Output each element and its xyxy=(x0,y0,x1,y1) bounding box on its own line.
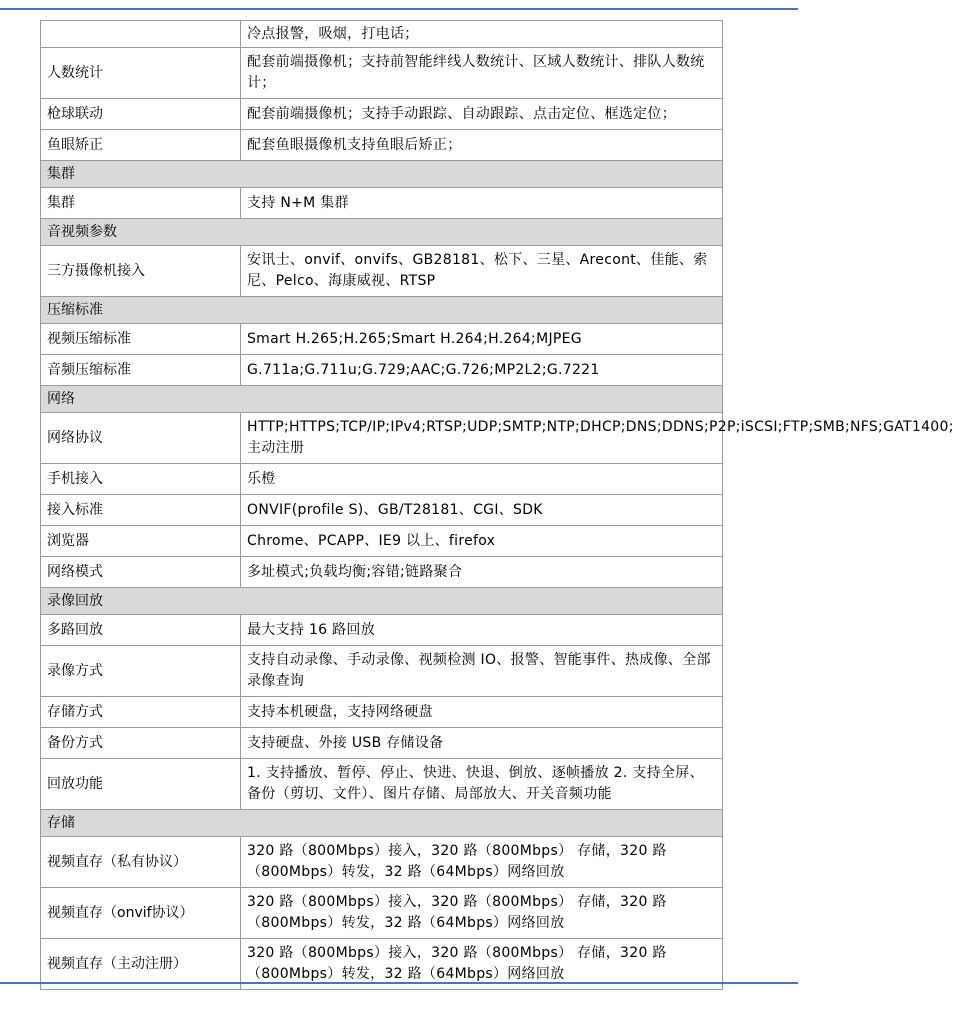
spec-label: 视频直存（私有协议） xyxy=(41,837,241,888)
spec-label: 浏览器 xyxy=(41,526,241,557)
spec-row xyxy=(41,526,723,557)
spec-row xyxy=(41,759,723,810)
spec-row xyxy=(41,246,723,297)
spec-table xyxy=(40,20,954,990)
spec-label: 手机接入 xyxy=(41,464,241,495)
spec-value: 支持自动录像、手动录像、视频检测 IO、报警、智能事件、热成像、全部录像查询 xyxy=(241,646,723,697)
spec-label: 枪球联动 xyxy=(41,99,241,130)
section-title: 录像回放 xyxy=(41,588,723,615)
section-title: 网络 xyxy=(41,386,723,413)
section-header-row xyxy=(41,386,723,413)
spec-label: 回放功能 xyxy=(41,759,241,810)
spec-row xyxy=(41,557,723,588)
section-header-row xyxy=(41,297,723,324)
spec-row xyxy=(41,413,723,464)
spec-row xyxy=(41,495,723,526)
spec-label: 网络模式 xyxy=(41,557,241,588)
section-title: 集群 xyxy=(41,161,723,188)
spec-row xyxy=(41,615,723,646)
spec-value: 320 路（800Mbps）接入，320 路（800Mbps） 存储，320 路（800Mbps）转发，32 路（64Mbps）网络回放 xyxy=(241,888,723,939)
spec-label: 存储方式 xyxy=(41,697,241,728)
spec-label: 视频直存（主动注册） xyxy=(41,939,241,990)
spec-row xyxy=(41,48,723,99)
spec-value: 多址模式;负载均衡;容错;链路聚合 xyxy=(241,557,723,588)
spec-value: HTTP;HTTPS;TCP/IP;IPv4;RTSP;UDP;SMTP;NTP;DHCP;DNS;DDNS;P2P;iSCSI;FTP;SMB;NFS;GAT1400;主动注册 xyxy=(241,413,723,464)
spec-row xyxy=(41,99,723,130)
spec-label: 三方摄像机接入 xyxy=(41,246,241,297)
spec-label xyxy=(41,21,241,48)
spec-value: Chrome、PCAPP、IE9 以上、firefox xyxy=(241,526,723,557)
spec-row xyxy=(41,324,723,355)
spec-value: 冷点报警，吸烟，打电话； xyxy=(241,21,723,48)
spec-row xyxy=(41,888,723,939)
spec-value: 支持本机硬盘，支持网络硬盘 xyxy=(241,697,723,728)
section-header-row xyxy=(41,588,723,615)
spec-label: 备份方式 xyxy=(41,728,241,759)
spec-label: 网络协议 xyxy=(41,413,241,464)
spec-row xyxy=(41,188,723,219)
section-header-row xyxy=(41,219,723,246)
spec-row xyxy=(41,646,723,697)
spec-row xyxy=(41,728,723,759)
spec-value: 支持硬盘、外接 USB 存储设备 xyxy=(241,728,723,759)
spec-value: 配套前端摄像机；支持前智能绊线人数统计、区域人数统计、排队人数统计； xyxy=(241,48,723,99)
spec-value: Smart H.265;H.265;Smart H.264;H.264;MJPEG xyxy=(241,324,723,355)
spec-row xyxy=(41,21,723,48)
spec-label: 鱼眼矫正 xyxy=(41,130,241,161)
spec-label: 录像方式 xyxy=(41,646,241,697)
spec-row xyxy=(41,464,723,495)
spec-label: 集群 xyxy=(41,188,241,219)
spec-row xyxy=(41,130,723,161)
spec-value: 320 路（800Mbps）接入，320 路（800Mbps） 存储，320 路（800Mbps）转发，32 路（64Mbps）网络回放 xyxy=(241,837,723,888)
header-divider xyxy=(0,8,798,10)
spec-label: 音频压缩标准 xyxy=(41,355,241,386)
spec-value: 支持 N+M 集群 xyxy=(241,188,723,219)
spec-label: 多路回放 xyxy=(41,615,241,646)
section-header-row xyxy=(41,810,723,837)
spec-label: 视频压缩标准 xyxy=(41,324,241,355)
section-title: 压缩标准 xyxy=(41,297,723,324)
spec-label: 接入标准 xyxy=(41,495,241,526)
spec-value: 320 路（800Mbps）接入，320 路（800Mbps） 存储，320 路（800Mbps）转发，32 路（64Mbps）网络回放 xyxy=(241,939,723,990)
section-title: 存储 xyxy=(41,810,723,837)
spec-row xyxy=(41,837,723,888)
spec-value: ONVIF(profile S)、GB/T28181、CGI、SDK xyxy=(241,495,723,526)
spec-label: 视频直存（onvif协议） xyxy=(41,888,241,939)
spec-value: 配套鱼眼摄像机支持鱼眼后矫正； xyxy=(241,130,723,161)
spec-value: 安讯士、onvif、onvifs、GB28181、松下、三星、Arecont、佳能、索尼、Pelco、海康威视、RTSP xyxy=(241,246,723,297)
spec-value: 1. 支持播放、暂停、停止、快进、快退、倒放、逐帧播放 2. 支持全屏、备份（剪切、文件）、图片存储、局部放大、开关音频功能 xyxy=(241,759,723,810)
section-header-row xyxy=(41,161,723,188)
spec-value: 最大支持 16 路回放 xyxy=(241,615,723,646)
section-title: 音视频参数 xyxy=(41,219,723,246)
spec-row xyxy=(41,697,723,728)
spec-table-body xyxy=(41,21,954,990)
spec-value: 乐橙 xyxy=(241,464,723,495)
footer-divider xyxy=(0,982,798,984)
spec-value: G.711a;G.711u;G.729;AAC;G.726;MP2L2;G.7221 xyxy=(241,355,723,386)
spec-row xyxy=(41,355,723,386)
spec-label: 人数统计 xyxy=(41,48,241,99)
spec-value: 配套前端摄像机；支持手动跟踪、自动跟踪、点击定位、框选定位； xyxy=(241,99,723,130)
